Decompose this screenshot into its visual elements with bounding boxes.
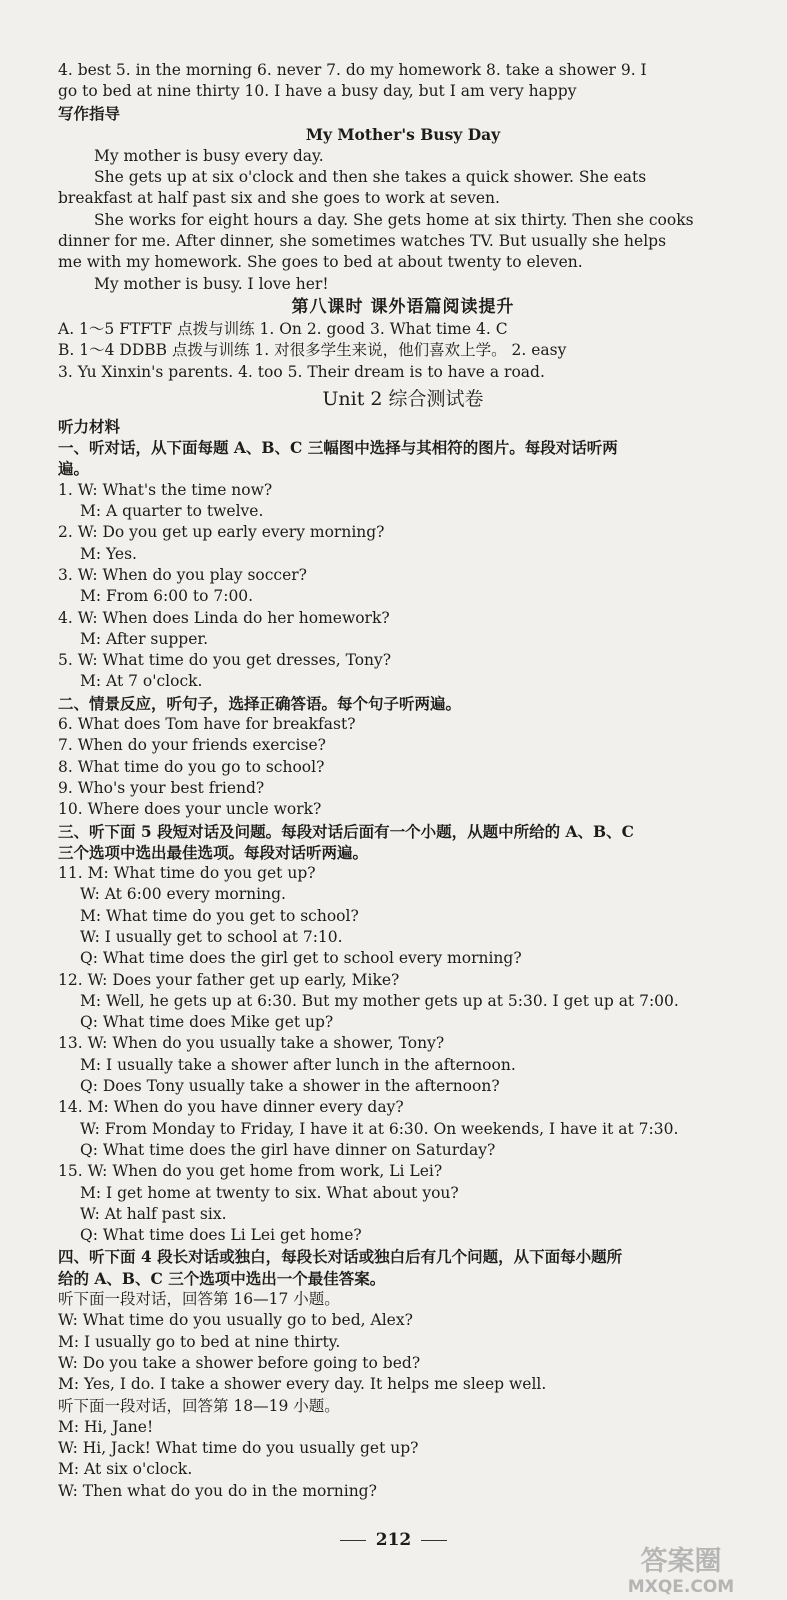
- dialogue-line: W: Hi, Jack! What time do you usually get up?: [58, 1439, 419, 1458]
- dialogue-line: 5. W: What time do you get dresses, Tony?: [58, 651, 392, 670]
- question-line: 7. When do your friends exercise?: [58, 736, 326, 755]
- section-header: 三个选项中选出最佳选项。每段对话听两遍。: [58, 842, 369, 862]
- question-line: 9. Who's your best friend?: [58, 778, 265, 797]
- question-line: 6. What does Tom have for breakfast?: [58, 715, 356, 734]
- section-header: 遍。: [58, 459, 90, 479]
- answer-line: 4. best 5. in the morning 6. never 7. do my homework 8. take a shower 9. I: [58, 61, 647, 79]
- dialogue-line: M: A quarter to twelve.: [80, 502, 264, 521]
- writing-guide-label: 写作指导: [58, 103, 121, 123]
- dialogue-line: 3. W: When do you play soccer?: [58, 565, 307, 584]
- page-number-dash: [340, 1540, 366, 1541]
- dialogue-line: 14. M: When do you have dinner every day?: [58, 1098, 404, 1117]
- dialogue-line: M: I usually take a shower after lunch in the afternoon.: [80, 1055, 516, 1074]
- dialogue-line: M: What time do you get to school?: [80, 906, 359, 925]
- dialogue-line: 2. W: Do you get up early every morning?: [58, 523, 385, 542]
- dialogue-line: M: Well, he gets up at 6:30. But my mother gets up at 5:30. I get up at 7:00.: [80, 991, 679, 1010]
- dialogue-line: W: At 6:00 every morning.: [80, 885, 286, 904]
- dialogue-line: W: From Monday to Friday, I have it at 6:30. On weekends, I have it at 7:30.: [80, 1119, 679, 1138]
- lesson-title: 第八课时 课外语篇阅读提升: [291, 296, 515, 317]
- dialogue-line: Q: What time does the girl have dinner on Saturday?: [80, 1140, 496, 1159]
- dialogue-line: W: Do you take a shower before going to bed?: [58, 1353, 421, 1372]
- dialogue-line: 15. W: When do you get home from work, Li Lei?: [58, 1162, 443, 1181]
- dialogue-line: M: At 7 o'clock.: [80, 672, 203, 691]
- part3-list: [58, 863, 748, 1246]
- dialogue-line: M: Hi, Jane!: [58, 1417, 154, 1436]
- watermark-logo-title: 答案圈: [640, 1546, 722, 1577]
- essay-line: dinner for me. After dinner, she sometimes watches TV. But usually she helps: [58, 232, 667, 251]
- document-page: [58, 60, 748, 1502]
- essay-line: My mother is busy every day.: [94, 146, 324, 165]
- dialogue-line: M: I get home at twenty to six. What about you?: [80, 1183, 459, 1202]
- dialogue-line: Q: What time does the girl get to school every morning?: [80, 949, 522, 968]
- dialogue-line: M: At six o'clock.: [58, 1460, 193, 1479]
- section-header: 三、听下面 5 段短对话及问题。每段对话后面有一个小题，从题中所给的 A、B、C: [58, 821, 634, 841]
- dialogue-line: M: From 6:00 to 7:00.: [80, 587, 254, 606]
- section-header: 给的 A、B、C 三个选项中选出一个最佳答案。: [58, 1268, 386, 1288]
- watermark-logo-url: MXQE.COM: [627, 1577, 735, 1596]
- essay-title: My Mother's Busy Day: [305, 124, 501, 144]
- question-line: 8. What time do you go to school?: [58, 757, 325, 776]
- dialogue-line: 4. W: When does Linda do her homework?: [58, 608, 390, 627]
- answer-line: go to bed at nine thirty 10. I have a busy day, but I am very happy: [58, 82, 577, 101]
- dialogue-line: 听下面一段对话，回答第 18—19 小题。: [58, 1396, 340, 1415]
- lesson-answer-line: 3. Yu Xinxin's parents. 4. too 5. Their dream is to have a road.: [58, 362, 545, 381]
- unit-title: Unit 2 综合测试卷: [322, 387, 484, 410]
- lesson-answer-line: A. 1～5 FTFTF 点拨与训练 1. On 2. good 3. What time 4. C: [58, 319, 508, 338]
- dialogue-line: W: At half past six.: [80, 1204, 227, 1223]
- page-number-dash: [421, 1540, 447, 1541]
- section-header: 四、听下面 4 段长对话或独白，每段长对话或独白后有几个问题，从下面每小题所: [58, 1247, 623, 1267]
- dialogue-line: W: Then what do you do in the morning?: [58, 1481, 377, 1500]
- dialogue-line: 听下面一段对话，回答第 16—17 小题。: [58, 1290, 340, 1309]
- dialogue-line: Q: What time does Mike get up?: [80, 1013, 334, 1032]
- lesson-answer-line: B. 1～4 DDBB 点拨与训练 1. 对很多学生来说，他们喜欢上学。 2. easy: [58, 341, 567, 360]
- section-header: 二、情景反应，听句子，选择正确答语。每个句子听两遍。: [58, 693, 462, 713]
- dialogue-line: W: I usually get to school at 7:10.: [80, 927, 343, 946]
- dialogue-line: 12. W: Does your father get up early, Mike?: [58, 970, 400, 989]
- section-header: 一、听对话，从下面每题 A、B、C 三幅图中选择与其相符的图片。每段对话听两: [58, 438, 618, 458]
- dialogue-line: 13. W: When do you usually take a shower, Tony?: [58, 1034, 445, 1053]
- dialogue-line: 1. W: What's the time now?: [58, 480, 273, 499]
- dialogue-line: M: Yes, I do. I take a shower every day. It helps me sleep well.: [58, 1375, 547, 1394]
- dialogue-line: M: Yes.: [80, 544, 137, 563]
- dialogue-line: W: What time do you usually go to bed, Alex?: [58, 1311, 413, 1330]
- dialogue-line: Q: Does Tony usually take a shower in the afternoon?: [80, 1077, 500, 1096]
- dialogue-line: M: After supper.: [80, 629, 209, 648]
- part1-list: [58, 480, 748, 693]
- dialogue-line: Q: What time does Li Lei get home?: [80, 1226, 362, 1245]
- essay-line: She works for eight hours a day. She gets home at six thirty. Then she cooks: [94, 210, 694, 229]
- essay-line: She gets up at six o'clock and then she takes a quick shower. She eats: [94, 168, 647, 187]
- essay-line: me with my homework. She goes to bed at about twenty to eleven.: [58, 253, 583, 272]
- watermark-logo: [593, 1542, 773, 1596]
- essay-line: My mother is busy. I love her!: [94, 274, 329, 293]
- essay-line: breakfast at half past six and she goes to work at seven.: [58, 189, 500, 208]
- dialogue-line: M: I usually go to bed at nine thirty.: [58, 1332, 341, 1351]
- listening-label: 听力材料: [58, 416, 121, 436]
- dialogue-line: 11. M: What time do you get up?: [58, 864, 316, 883]
- page-number: 212: [0, 1530, 787, 1550]
- question-line: 10. Where does your uncle work?: [58, 800, 322, 819]
